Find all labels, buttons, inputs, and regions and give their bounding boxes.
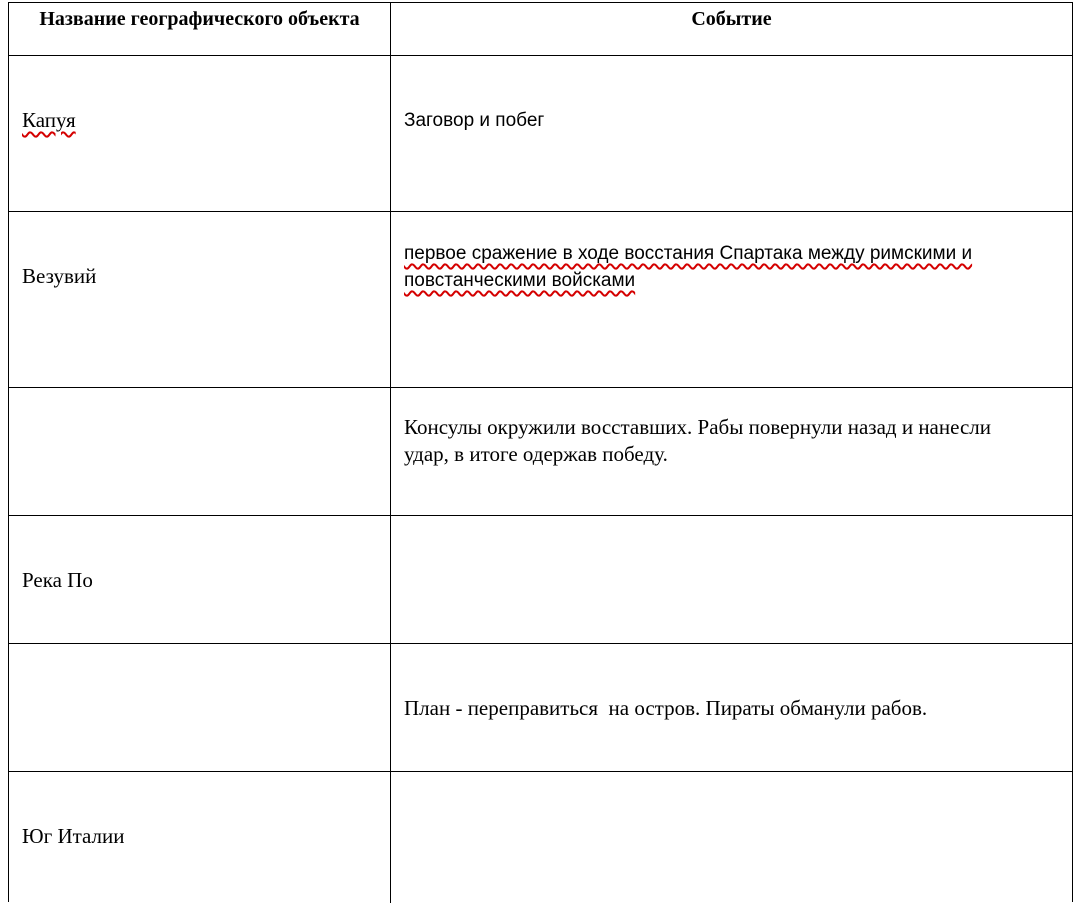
place-cell[interactable] — [9, 388, 391, 515]
event-cell[interactable] — [391, 388, 1072, 515]
event-cell[interactable] — [391, 516, 1072, 643]
table-row — [9, 644, 1072, 772]
table-row — [9, 516, 1072, 644]
place-cell[interactable] — [9, 516, 391, 643]
event-cell[interactable] — [391, 644, 1072, 771]
event-cell[interactable] — [391, 772, 1072, 903]
table-row — [9, 212, 1072, 388]
place-text: Река По — [22, 568, 93, 592]
place-text: Капуя — [22, 108, 76, 132]
table-row — [9, 56, 1072, 212]
event-text: План - переправиться на остров. Пираты обманули рабов. — [404, 696, 928, 720]
event-cell[interactable] — [391, 212, 1072, 387]
place-text: Везувий — [22, 264, 97, 288]
place-cell[interactable] — [9, 772, 391, 903]
event-cell[interactable] — [391, 56, 1072, 211]
table-header-row — [9, 3, 1072, 56]
header-geo-name: Название географического объекта — [9, 3, 391, 55]
table-row — [9, 388, 1072, 516]
event-text: Консулы окружили восставших. Рабы повернули назад и нанесли удар, в итоге одержав победу. — [404, 415, 991, 466]
event-text: Заговор и побег — [404, 110, 545, 131]
place-cell[interactable] — [9, 644, 391, 771]
events-table — [8, 2, 1073, 902]
place-cell[interactable] — [9, 56, 391, 211]
place-cell[interactable] — [9, 212, 391, 387]
event-text: первое сражение в ходе восстания Спартака между римскими и повстанческими войсками — [404, 243, 973, 291]
place-text: Юг Италии — [22, 824, 125, 848]
header-event: Событие — [691, 8, 772, 30]
table-row — [9, 772, 1072, 903]
